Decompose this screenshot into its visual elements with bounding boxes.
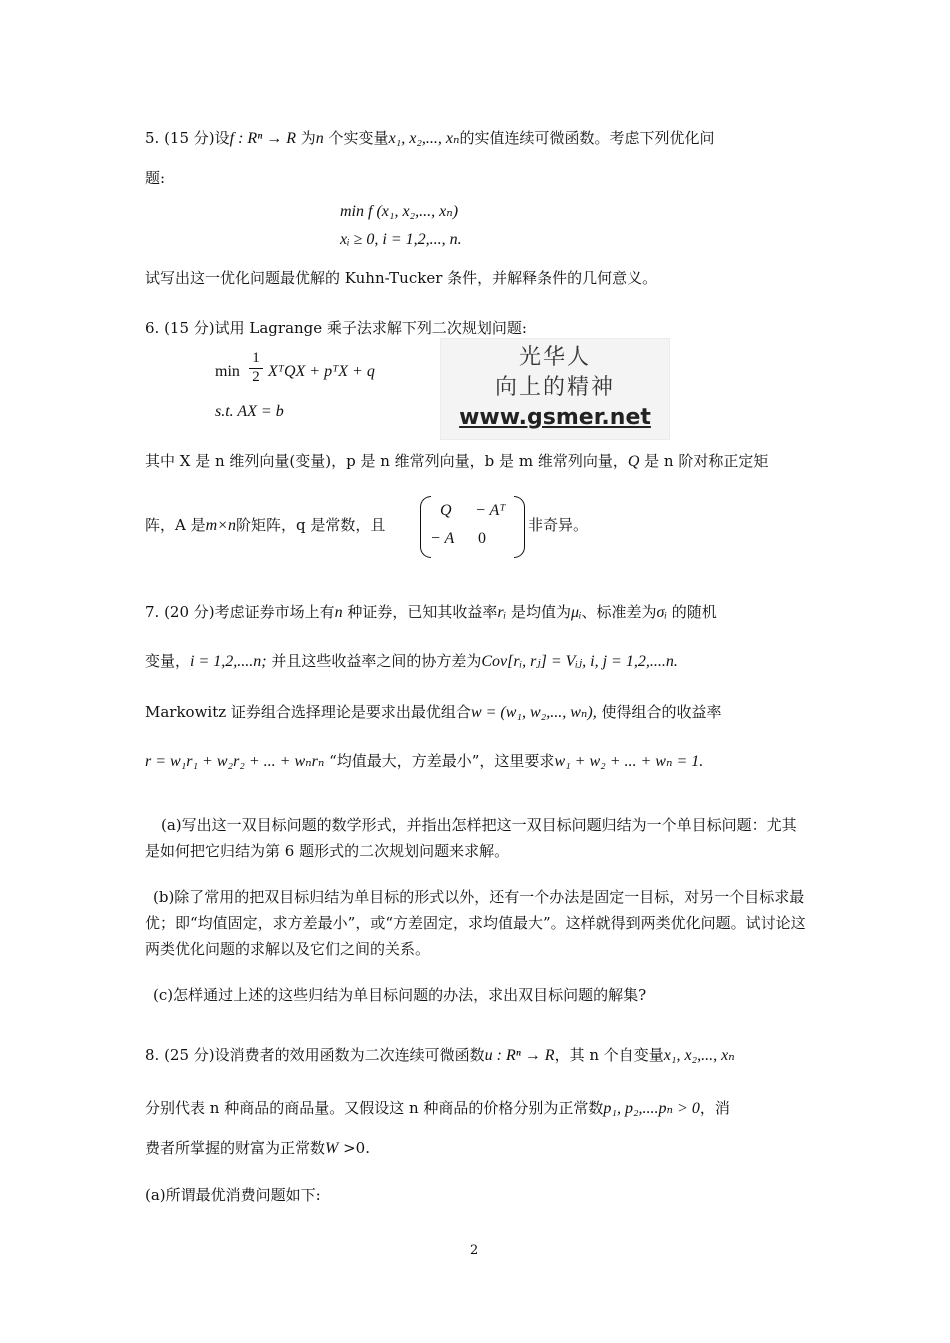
q7-l1-suffix: 的随机 [666, 603, 717, 621]
q5-n: n [315, 130, 324, 147]
q7-l4-mid: “均值最大，方差最小”，这里要求 [324, 752, 555, 770]
q7-l1-mid3: 、标准差为 [581, 603, 657, 621]
q7-line1 [145, 602, 717, 623]
q5-line2: 题: [145, 169, 166, 187]
q5-map: f : Rⁿ → R [229, 130, 296, 147]
q8-line1 [145, 1045, 735, 1066]
watermark-line1: 光华人 [518, 345, 591, 370]
q6-desc1-text: 其中 X 是 n 维列向量(变量)，p 是 n 维常列向量，b 是 m 维常列向量， [145, 452, 628, 470]
q8-l1-u: u : Rⁿ → R [484, 1047, 555, 1064]
q7-l3-suffix: 使得组合的收益率 [596, 703, 722, 721]
q5-mid: 为 [296, 129, 316, 147]
q7-line4 [145, 751, 703, 772]
q8-l3-W: W [325, 1140, 339, 1157]
q7-l1-mid: 种证券，已知其收益率 [342, 603, 498, 621]
watermark-url: www.gsmer.net [459, 405, 651, 430]
q6-fraction [249, 350, 263, 386]
q8-l2-prefix: 分别代表 n 种商品的商品量。又假设这 n 种商品的价格分别为正常数 [145, 1099, 604, 1117]
q7-l1-sigma: σᵢ [656, 604, 667, 621]
q6-desc2 [145, 515, 385, 536]
q6-formula-min [215, 362, 240, 382]
q7-l4-return: r = w₁r₁ + w₂r₂ + ... + wₙrₙ [145, 753, 325, 770]
q5-line3: 试写出这一优化问题最优解的 Kuhn-Tucker 条件，并解释条件的几何意义。 [145, 269, 658, 287]
matrix-a12: − Aᵀ [475, 502, 506, 519]
q5-prefix: 5. (15 分)设 [145, 129, 230, 147]
q7-part-a: (a)写出这一双目标问题的数学形式，并指出怎样把这一双目标问题归结为一个单目标问题：尤其是如何把它归结为第 6 题形式的二次规划问题来求解。 [145, 816, 797, 860]
matrix-a11: Q [440, 502, 452, 519]
q7-l1-prefix: 7. (20 分)考虑证券市场上有 [145, 603, 335, 621]
q8-l3-suffix: >0. [338, 1139, 370, 1157]
q6-block-matrix [420, 496, 525, 558]
q7-line2 [145, 651, 678, 672]
q6-frac-den: 2 [249, 368, 263, 386]
q7-l3-prefix: Markowitz 证券组合选择理论是要求出最优组合 [145, 703, 471, 721]
watermark-logo [440, 338, 670, 440]
q6-desc2-mid: 阶矩阵，q 是常数，且 [235, 516, 386, 534]
q5-formula-constraint: xᵢ ≥ 0, i = 1,2,..., n. [340, 231, 462, 248]
page-number: 2 [470, 1243, 479, 1258]
q6-desc2-prefix: 阵，A 是 [145, 516, 206, 534]
watermark-line2: 向上的精神 [494, 375, 615, 400]
q6-desc1 [145, 451, 768, 472]
q6-min-label: min [215, 363, 240, 380]
q5-suffix: 的实值连续可微函数。考虑下列优化问 [459, 129, 715, 147]
q7-line3 [145, 702, 721, 723]
q6-frac-num: 1 [252, 350, 260, 366]
q7-l2-prefix: 变量， [145, 652, 191, 670]
q7-l2-cov: Cov[rᵢ, rⱼ] = Vᵢⱼ, i, j = 1,2,....n. [481, 653, 678, 670]
q5-mid2: 个实变量 [323, 129, 389, 147]
q7-part-b: (b)除了常用的把双目标归结为单目标的形式以外，还有一个办法是固定一目标，对另一个目标求最优；即“均值固定，求方差最小”，或“方差固定，求均值最大”。这样就得到两类优化问题。试讨论这两类优化问题的求解以及它们之间的关系。 [145, 888, 806, 958]
q8-l2-prices: p₁, p₂,....pₙ > 0 [603, 1100, 700, 1117]
q7-l1-mu: μᵢ [570, 604, 582, 621]
q6-desc2-mn: m×n [205, 517, 236, 534]
q8-l1-mid: ，其 n 个自变量 [554, 1046, 664, 1064]
matrix-right-paren [514, 496, 525, 558]
q7-part-c: (c)怎样通过上述的这些归结为单目标问题的办法，求出双目标问题的解集? [153, 986, 647, 1004]
q7-l1-mid2: 是均值为 [506, 603, 571, 621]
q5-formula-objective: min f (x₁, x₂,..., xₙ) [340, 203, 459, 220]
q7-l2-index: i = 1,2,....n; [190, 653, 267, 670]
q6-line1: 6. (15 分)试用 Lagrange 乘子法求解下列二次规划问题: [145, 319, 527, 337]
matrix-a21: − A [430, 530, 455, 547]
q6-desc1-end: 是 n 阶对称正定矩 [639, 452, 769, 470]
q6-formula-st: s.t. AX = b [215, 403, 284, 420]
q8-l1-vars: x₁, x₂,..., xₙ [663, 1047, 735, 1064]
q8-l2-suffix: ，消 [699, 1099, 730, 1117]
q8-l1-prefix: 8. (25 分)设消费者的效用函数为二次连续可微函数 [145, 1046, 485, 1064]
q7-l1-r: rᵢ [497, 604, 507, 621]
q7-l2-mid: 并且这些收益率之间的协方差为 [266, 652, 482, 670]
q7-l1-n: n [334, 604, 343, 621]
q6-desc1-Q: Q [627, 453, 640, 470]
matrix-a22: 0 [478, 530, 486, 547]
q8-line3 [145, 1138, 370, 1159]
q5-line1 [145, 128, 715, 149]
q7-l4-sum: w₁ + w₂ + ... + wₙ = 1. [554, 753, 704, 770]
q8-line2 [145, 1098, 730, 1119]
q6-desc2-suffix: 非奇异。 [528, 516, 589, 534]
q7-l3-w: w = (w₁, w₂,..., wₙ), [470, 704, 597, 721]
q5-vars: x₁, x₂,..., xₙ [388, 130, 460, 147]
q8-line4: (a)所谓最优消费问题如下: [145, 1186, 321, 1204]
q6-formula-expr: XᵀQX + pᵀX + q [268, 363, 375, 380]
matrix-left-paren [420, 496, 431, 558]
q8-l3-prefix: 费者所掌握的财富为正常数 [145, 1139, 326, 1157]
